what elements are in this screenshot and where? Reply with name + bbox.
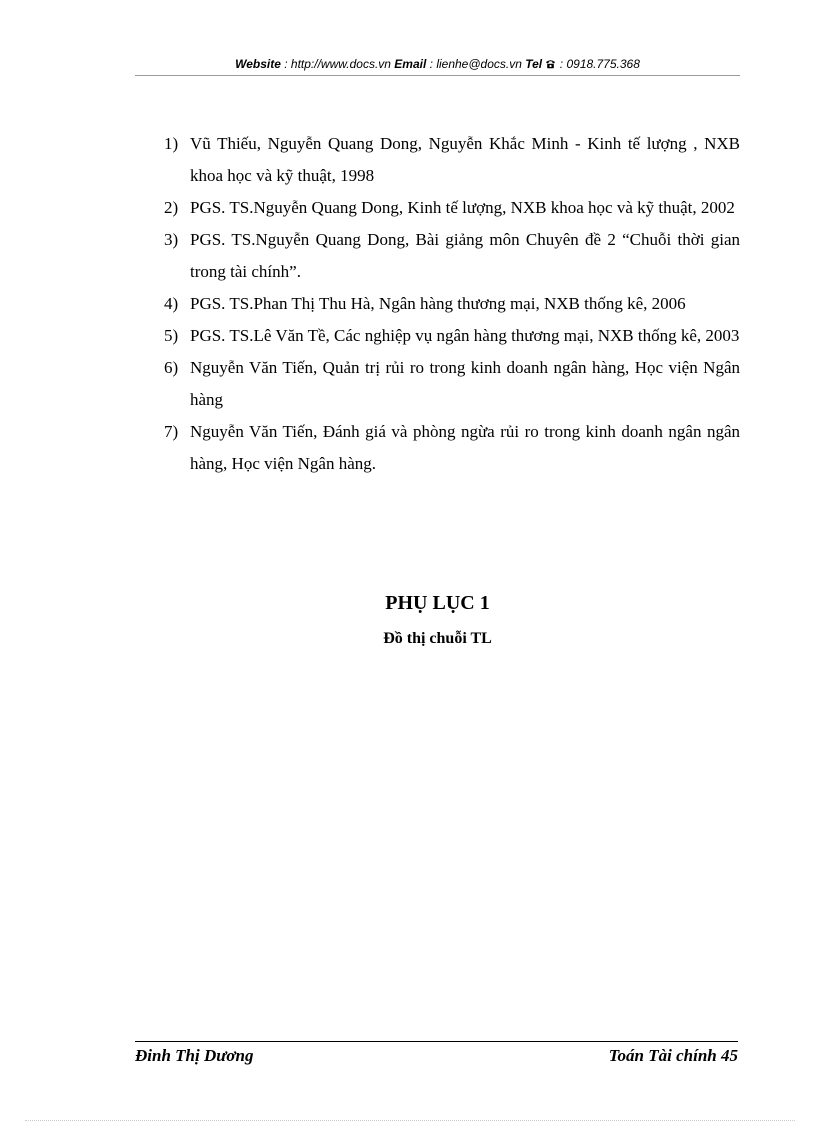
website-value: : http://www.docs.vn (280, 57, 395, 71)
phone-icon (545, 59, 556, 69)
reference-item (164, 288, 740, 320)
appendix-title: PHỤ LỤC 1 (385, 592, 490, 614)
reference-text: PGS. TS.Phan Thị Thu Hà, Ngân hàng thương mại, NXB thống kê, 2006 (190, 294, 686, 313)
reference-item (164, 352, 740, 416)
header-divider (135, 75, 740, 76)
appendix-subtitle: Đồ thị chuỗi TL (383, 630, 492, 647)
footer-class-page: Toán Tài chính 45 (608, 1046, 738, 1065)
reference-text: Nguyễn Văn Tiến, Đánh giá và phòng ngừa rủi ro trong kinh doanh ngân ngân hàng, Học viện Ngân hàng. (190, 422, 740, 473)
reference-text: Nguyễn Văn Tiến, Quản trị rủi ro trong kinh doanh ngân hàng, Học viện Ngân hàng (190, 358, 740, 409)
email-label: Email (394, 57, 427, 71)
reference-number: 6) (164, 358, 179, 377)
footer-author: Đinh Thị Dương (135, 1046, 254, 1065)
reference-item (164, 320, 740, 352)
reference-number: 5) (164, 326, 179, 345)
reference-text: PGS. TS.Nguyễn Quang Dong, Kinh tế lượng, NXB khoa học và kỹ thuật, 2002 (190, 198, 735, 217)
reference-number: 7) (164, 422, 179, 441)
reference-item (164, 224, 740, 288)
reference-number: 1) (164, 134, 179, 153)
reference-number: 4) (164, 294, 179, 313)
footer-divider (135, 1041, 738, 1042)
website-label: Website (235, 57, 281, 71)
page-header (135, 57, 740, 71)
reference-number: 3) (164, 230, 179, 249)
tel-value: : 0918.775.368 (556, 57, 640, 71)
reference-text: Vũ Thiếu, Nguyễn Quang Dong, Nguyễn Khắc Minh - Kinh tế lượng , NXB khoa học và kỹ thuật, 1998 (190, 134, 740, 185)
reference-text: PGS. TS.Lê Văn Tề, Các nghiệp vụ ngân hàng thương mại, NXB thống kê, 2003 (190, 326, 740, 345)
reference-item (164, 192, 740, 224)
reference-item (164, 128, 740, 192)
tel-label: Tel (525, 57, 543, 71)
reference-text: PGS. TS.Nguyễn Quang Dong, Bài giảng môn Chuyên đề 2 “Chuỗi thời gian trong tài chính”. (190, 230, 740, 281)
page-edge-divider (25, 1120, 795, 1121)
email-value: : lienhe@docs.vn (426, 57, 526, 71)
reference-list (164, 128, 740, 480)
reference-number: 2) (164, 198, 179, 217)
reference-item (164, 416, 740, 480)
